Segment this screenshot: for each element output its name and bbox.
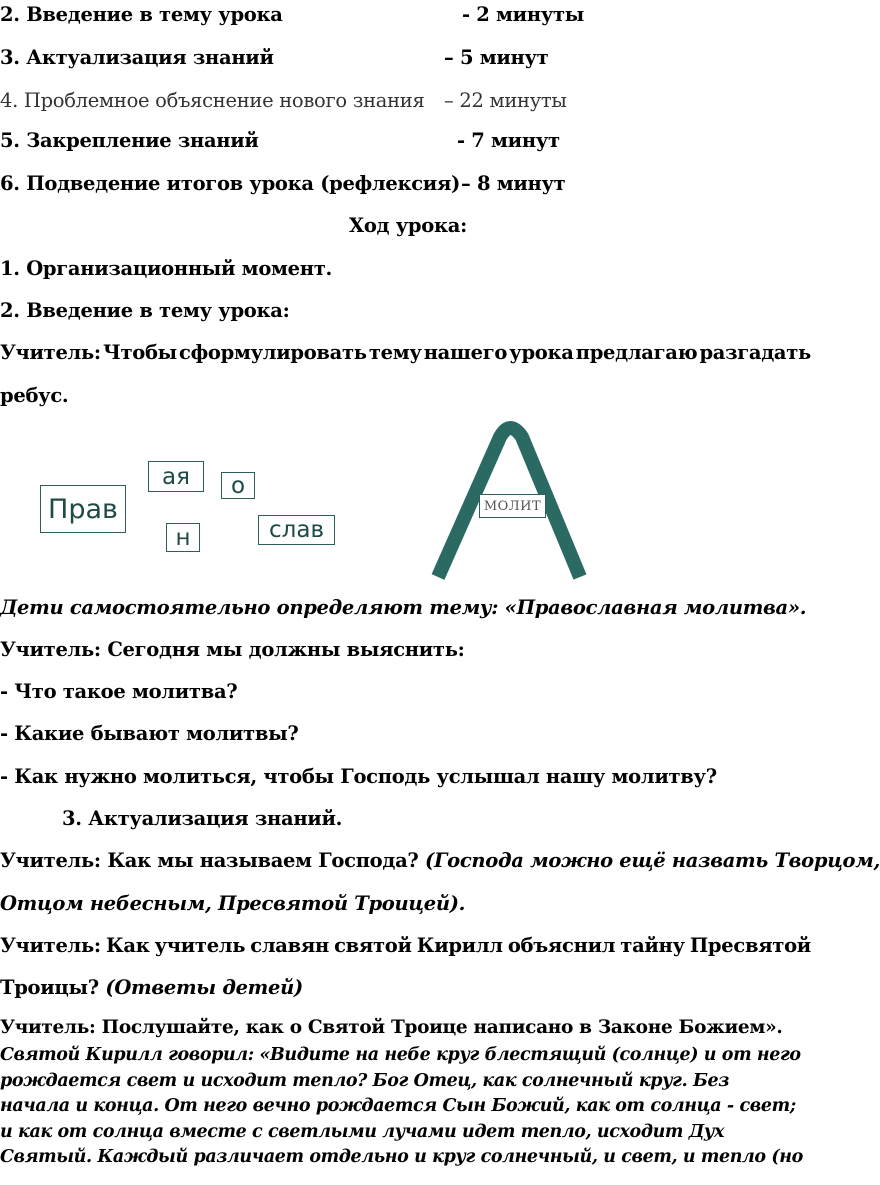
plan-item-label: 2. Введение в тему урока bbox=[0, 3, 283, 26]
teacher-q-kirill-line2 bbox=[0, 976, 303, 999]
section-2-heading: 2. Введение в тему урока: bbox=[0, 299, 290, 322]
plan-item-label: 6. Подведение итогов урока (рефлексия) bbox=[0, 172, 460, 195]
rebus-box-prav: Прав bbox=[40, 485, 126, 533]
word: Чтобы bbox=[102, 341, 177, 364]
teacher-q-lord bbox=[0, 849, 880, 872]
section-1-heading: 1. Организационный момент. bbox=[0, 257, 333, 280]
plan-item-2 bbox=[0, 3, 585, 26]
teacher-today bbox=[0, 638, 465, 661]
word: разгадать bbox=[699, 341, 811, 364]
plan-item-duration: - 2 минуты bbox=[462, 3, 585, 26]
children-theme: Дети самостоятельно определяют тему: «Православная молитва». bbox=[0, 596, 807, 619]
word: учитель bbox=[154, 934, 246, 957]
word: Как bbox=[105, 934, 150, 957]
teacher-intro-line1 bbox=[0, 341, 811, 364]
plan-item-label: 4. Проблемное объяснение нового знания bbox=[0, 89, 425, 112]
quote-line: Святый. Каждый различает отдельно и круг солнечный, и свет, и тепло (но bbox=[0, 1147, 803, 1167]
plan-item-duration: – 5 минут bbox=[444, 46, 549, 69]
question-2: - Какие бывают молитвы? bbox=[0, 722, 299, 745]
question-3: - Как нужно молиться, чтобы Господь услышал нашу молитву? bbox=[0, 765, 717, 788]
plan-item-duration: – 22 минуты bbox=[444, 89, 567, 112]
answers-note: (Ответы детей) bbox=[105, 976, 303, 999]
rebus-box-slav: слав bbox=[258, 515, 335, 545]
word: святой bbox=[334, 934, 412, 957]
answer-part2: Отцом небесным, Пресвятой Троицей). bbox=[0, 892, 466, 915]
speaker-label: Учитель: bbox=[0, 341, 101, 364]
quote-line: рождается свет и исходит тепло? Бог Отец, как солнечный круг. Без bbox=[0, 1070, 730, 1091]
kirill-quote bbox=[0, 1043, 812, 1171]
rebus-inner-box-molit: МОЛИТ bbox=[479, 494, 546, 518]
quote-line: Святой Кирилл говорил: «Видите на небе круг блестящий (солнце) и от него bbox=[0, 1045, 801, 1065]
answer-part1: (Господа можно ещё назвать Творцом, bbox=[425, 849, 880, 872]
teacher-today-text: Сегодня мы должны выяснить: bbox=[100, 638, 465, 661]
word: объяснил bbox=[507, 934, 616, 957]
word: Пресвятой bbox=[689, 934, 811, 957]
line2-text: Троицы? bbox=[0, 976, 106, 999]
lesson-heading: Ход урока: bbox=[349, 214, 467, 237]
word: славян bbox=[250, 934, 329, 957]
plan-item-5 bbox=[0, 129, 560, 152]
plan-item-duration: – 8 минут bbox=[461, 172, 566, 195]
rebus-box-aya: ая bbox=[148, 461, 204, 492]
word: урока bbox=[509, 341, 574, 364]
question-1: - Что такое молитва? bbox=[0, 680, 238, 703]
speaker-label: Учитель: bbox=[0, 638, 101, 661]
plan-item-4 bbox=[0, 89, 567, 112]
speaker-label: Учитель: bbox=[0, 934, 101, 957]
word: нашего bbox=[423, 341, 508, 364]
teacher-q-kirill-line1 bbox=[0, 934, 811, 957]
word: тайну bbox=[620, 934, 685, 957]
rebus-box-o: о bbox=[221, 472, 255, 499]
word: предлагаю bbox=[575, 341, 698, 364]
plan-item-label: 5. Закрепление знаний bbox=[0, 129, 259, 152]
speaker-label: Учитель: bbox=[0, 849, 101, 872]
word: тему bbox=[368, 341, 422, 364]
rebus-box-n: н bbox=[166, 523, 200, 552]
plan-item-label: 3. Актуализация знаний bbox=[0, 46, 274, 69]
teacher-intro-line2: ребус. bbox=[0, 384, 69, 407]
quote-line: и как от солнца вместе с светлыми лучами идет тепло, исходит Дух bbox=[0, 1121, 724, 1142]
teacher-q-lord-text: Как мы называем Господа? bbox=[100, 849, 426, 872]
plan-item-6 bbox=[0, 172, 566, 195]
plan-item-duration: - 7 минут bbox=[457, 129, 560, 152]
plan-item-3 bbox=[0, 46, 549, 69]
quote-line: начала и конца. От него вечно рождается Сын Божий, как от солнца - свет; bbox=[0, 1096, 796, 1116]
teacher-listen: Учитель: Послушайте, как о Святой Троице написано в Законе Божием». bbox=[0, 1017, 783, 1038]
word: Кирилл bbox=[416, 934, 503, 957]
word: сформулировать bbox=[179, 341, 367, 364]
section-3-heading: 3. Актуализация знаний. bbox=[62, 807, 343, 830]
